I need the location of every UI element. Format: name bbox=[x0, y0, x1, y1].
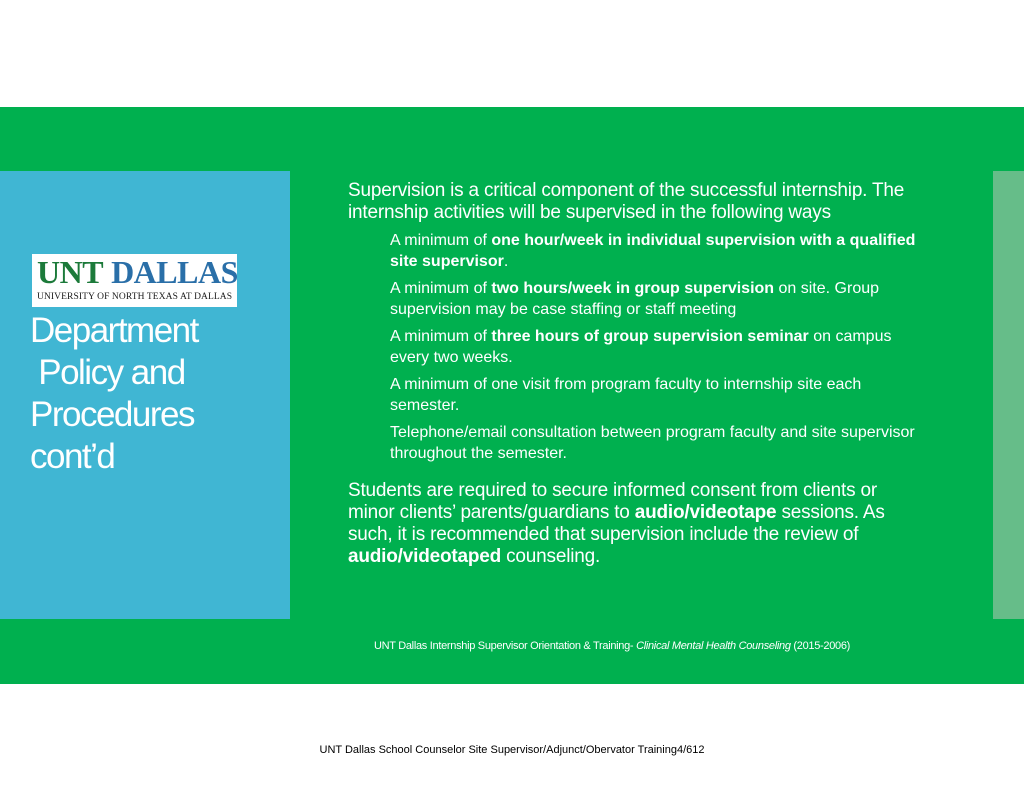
page-footer: UNT Dallas School Counselor Site Supervisor/Adjunct/Obervator Training4/612 bbox=[319, 744, 705, 756]
sub-bullet-text: on site. Group supervision may be case staffing or staff meeting bbox=[390, 280, 880, 318]
sub-bullet-text: A minimum of one visit from program faculty to internship site each semester. bbox=[390, 376, 862, 414]
bullet-supervision bbox=[332, 180, 922, 224]
footer-note-program: Clinical Mental Health Counseling bbox=[636, 640, 791, 652]
sub-bullet-emphasis: two hours/week in group supervision bbox=[491, 280, 775, 297]
bullet-informed-consent bbox=[332, 480, 922, 568]
sub-bullet-text: A minimum of bbox=[390, 280, 492, 297]
bullet-emphasis: audio/videotaped bbox=[348, 546, 502, 567]
sub-bullet-faculty-visit bbox=[374, 374, 922, 416]
bullet-text: counseling. bbox=[501, 546, 601, 567]
footer-note-text: (2015-2006) bbox=[790, 640, 851, 652]
slide-content bbox=[332, 180, 922, 568]
bullet-text: sessions. As such, it is recommended that supervision include the review of bbox=[348, 502, 885, 545]
sub-bullet-emphasis: three hours of group supervision seminar bbox=[491, 328, 809, 345]
bullet-emphasis: audio/videotape bbox=[634, 502, 777, 523]
sub-bullet-consultation bbox=[374, 422, 922, 464]
sub-bullet-text: . bbox=[503, 253, 509, 270]
bullet-text: Students are required to secure informed consent from clients or minor clients’ parents/guardians to bbox=[348, 480, 877, 523]
sub-bullet-group bbox=[374, 278, 922, 320]
slide-footer-note bbox=[0, 640, 1024, 652]
sub-bullet-seminar bbox=[374, 326, 922, 368]
bullet-text: Supervision is a critical component of the successful internship. The internship activities will be supervised in the following ways bbox=[348, 180, 905, 223]
sub-bullet-individual bbox=[374, 230, 922, 272]
supervision-requirements-list bbox=[332, 230, 922, 464]
logo-subtitle: UNIVERSITY OF NORTH TEXAS AT DALLAS bbox=[37, 292, 233, 302]
logo-dallas-text: DALLAS bbox=[111, 254, 238, 290]
footer-note-text: UNT Dallas Internship Supervisor Orientation & Training- bbox=[373, 640, 637, 652]
sub-bullet-text: Telephone/email consultation between program faculty and site supervisor throughout the semester. bbox=[390, 424, 915, 462]
sub-bullet-text: A minimum of bbox=[390, 232, 492, 249]
right-accent-bar bbox=[993, 171, 1024, 619]
sub-bullet-text: on campus every two weeks. bbox=[390, 328, 892, 366]
slide-title-line: Department bbox=[30, 311, 198, 350]
sub-bullet-text: A minimum of bbox=[390, 328, 492, 345]
slide-title-line: cont’d bbox=[30, 437, 115, 476]
slide-title-line: Policy and bbox=[30, 353, 185, 392]
logo-unt-text: UNT bbox=[37, 254, 104, 290]
slide-title-line: Procedures bbox=[30, 395, 194, 434]
unt-dallas-logo bbox=[32, 254, 237, 307]
slide-title bbox=[30, 310, 280, 478]
sub-bullet-emphasis: one hour/week in individual supervision with a qualified site supervisor bbox=[390, 232, 916, 270]
